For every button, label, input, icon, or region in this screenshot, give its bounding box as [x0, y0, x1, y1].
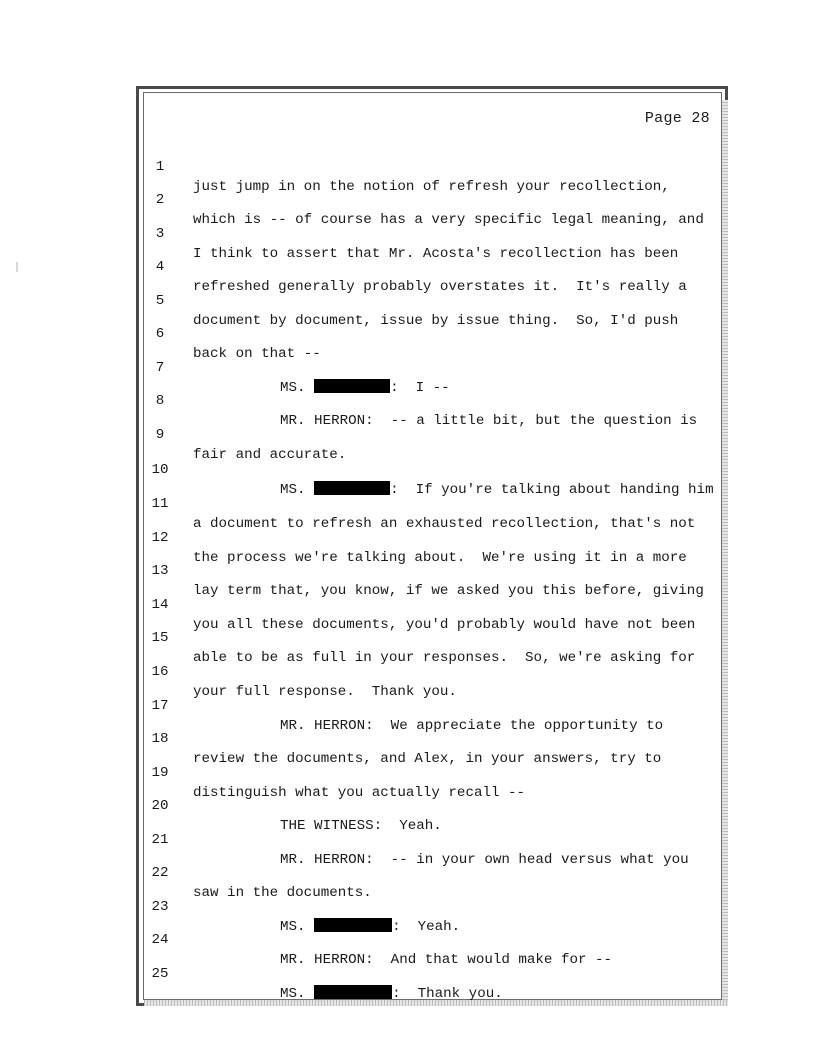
line-number: 4 — [155, 259, 165, 275]
line-text: lay term that, you know, if we asked you this before, giving — [193, 583, 704, 599]
line-number: 6 — [155, 326, 165, 342]
line-text: the process we're talking about. We're using it in a more — [193, 550, 687, 566]
line-number: 5 — [155, 293, 165, 309]
line-text — [280, 984, 503, 1004]
transcript-line — [0, 877, 816, 935]
speaker-prefix: MS. — [280, 919, 306, 935]
line-text: you all these documents, you'd probably would have not been — [193, 617, 696, 633]
line-number: 24 — [151, 932, 169, 948]
transcript-line — [0, 137, 816, 195]
line-number: 14 — [151, 597, 169, 613]
transcript-line — [0, 743, 816, 801]
line-number: 18 — [151, 731, 169, 747]
transcript-line — [0, 271, 816, 329]
transcript-line — [0, 608, 816, 666]
line-number: 3 — [155, 226, 165, 242]
line-text: which is -- of course has a very specific legal meaning, and — [193, 212, 704, 228]
transcript-line — [0, 440, 816, 498]
line-text: MR. HERRON: -- a little bit, but the question is — [280, 413, 698, 429]
transcript-line — [0, 944, 816, 1002]
transcript-line — [0, 642, 816, 700]
line-text: distinguish what you actually recall -- — [193, 785, 526, 801]
transcript-line — [0, 170, 816, 228]
line-text: your full response. Thank you. — [193, 684, 457, 700]
line-number: 25 — [151, 966, 169, 982]
line-text: MR. HERRON: We appreciate the opportunity to — [280, 718, 664, 734]
line-text: I think to assert that Mr. Acosta's recollection has been — [193, 246, 679, 262]
transcript-line — [0, 304, 816, 362]
speaker-remark: : I -- — [390, 380, 450, 396]
line-number: 7 — [155, 360, 165, 376]
line-text: THE WITNESS: Yeah. — [280, 818, 442, 834]
line-number: 17 — [151, 698, 169, 714]
transcript-line — [0, 237, 816, 295]
line-text: able to be as full in your responses. So, we're asking for — [193, 650, 696, 666]
line-number: 2 — [155, 192, 165, 208]
speaker-remark: : Thank you. — [392, 986, 503, 1002]
line-text: refreshed generally probably overstates it. It's really a — [193, 279, 687, 295]
transcript-line — [0, 709, 816, 767]
line-text: a document to refresh an exhausted recollection, that's not — [193, 516, 696, 532]
line-text: just jump in on the notion of refresh your recollection, — [193, 179, 670, 195]
line-number: 19 — [151, 765, 169, 781]
speaker-remark: : Yeah. — [392, 919, 461, 935]
line-number: 13 — [151, 563, 169, 579]
line-number: 23 — [151, 899, 169, 915]
speaker-remark: : If you're talking about handing him — [390, 482, 714, 498]
line-number: 15 — [151, 630, 169, 646]
speaker-prefix: MS. — [280, 986, 306, 1002]
line-number: 12 — [151, 530, 169, 546]
line-number: 11 — [151, 496, 169, 512]
line-text: back on that -- — [193, 346, 321, 362]
line-text: MR. HERRON: -- in your own head versus what you — [280, 852, 689, 868]
transcript-line — [0, 338, 816, 396]
line-number: 22 — [151, 865, 169, 881]
redaction-block — [314, 985, 392, 999]
transcript-line — [0, 204, 816, 262]
transcript-line — [0, 676, 816, 734]
transcript-line — [0, 405, 816, 463]
transcript-line — [0, 810, 816, 868]
line-text: document by document, issue by issue thing. So, I'd push — [193, 313, 679, 329]
line-number: 20 — [151, 798, 169, 814]
line-text: saw in the documents. — [193, 885, 372, 901]
speaker-prefix: MS. — [280, 380, 306, 396]
line-text: MR. HERRON: And that would make for -- — [280, 952, 613, 968]
transcript-line — [0, 541, 816, 599]
transcript-line — [0, 910, 816, 968]
line-text: review the documents, and Alex, in your answers, try to — [193, 751, 662, 767]
transcript-line — [0, 474, 816, 532]
transcript-line — [0, 508, 816, 566]
line-number: 21 — [151, 832, 169, 848]
line-number: 9 — [155, 427, 165, 443]
transcript-line — [0, 843, 816, 901]
transcript-line — [0, 575, 816, 633]
line-number: 8 — [155, 393, 165, 409]
transcript-line — [0, 776, 816, 834]
line-number: 16 — [151, 664, 169, 680]
speaker-prefix: MS. — [280, 482, 306, 498]
transcript-line — [0, 371, 816, 429]
line-text: fair and accurate. — [193, 447, 347, 463]
page-number: Page 28 — [644, 110, 710, 127]
line-number: 10 — [151, 462, 169, 478]
line-number: 1 — [155, 159, 165, 175]
